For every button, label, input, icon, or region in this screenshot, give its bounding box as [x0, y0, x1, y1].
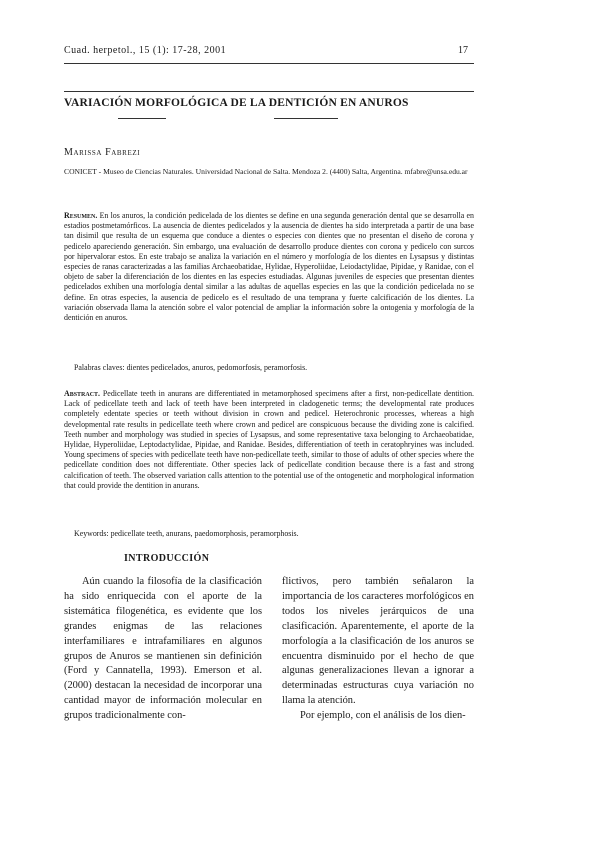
abstract-text: Pedicellate teeth in anurans are differentiated in metamorphosed specimens after a first, non-pedicellate dentition. Lack of pedicellate teeth and lack of teeth have been interpreted in cladogenetic terms; the developmental rate produces completely edentate species or teeth without division in crown and pedicel. Heterochronic processes, whereas a high developmental rate results in pedicellate teeth where crown and pedicel are conspicuous because the dividing zone is calcified. Teeth number and morphology was studied in species of Lysapsus, and some representative taxa belonging to Archaeobatidae, Hylidae, Hyperoliidae, Leptodactylidae, Pipidae, and Ranidae. Besides, differentiation of teeth in ceratophryines was included. Young specimens of species with pedicellate teeth have non-pedicellate teeth, similar to those of adults of other species where the pedicellate condition does not differentiate. Other species lack of pedicellate condition because there is a fast and strong calcification of teeth. The observed variation calls attention to the potential use of the ontogenetic and morphological information that could provide the dentition in anurans. [64, 389, 474, 490]
abstract-block [64, 389, 474, 491]
title-underline-right [274, 118, 338, 119]
author-name: Marissa Fabrezi [64, 147, 141, 158]
resumen-lead: Resumen. [64, 211, 98, 220]
abstract-keywords: Keywords: pedicellate teeth, anurans, paedomorphosis, peramorphosis. [74, 529, 299, 538]
resumen-block [64, 211, 474, 323]
section-heading-introduccion: INTRODUCCIÓN [124, 553, 210, 564]
abstract-lead: Abstract. [64, 389, 101, 398]
author-affiliation: CONICET - Museo de Ciencias Naturales. Universidad Nacional de Salta. Mendoza 2. (4400) Salta, Argentina. mfabre@unsa.edu.ar [64, 167, 468, 176]
intro-column-right [282, 575, 474, 724]
header-rule [64, 63, 474, 64]
resumen-text: En los anuros, la condición pedicelada de los dientes se define en una segunda generación dental que se desarrolla en estadios postmetamórficos. La ausencia de dientes pedicelados y la ausencia de dientes ha sido interpretada a partir de una base tan disimil que resulta de un esquema que conduce a dientes o especies con dientes que no presentan el diseño de corona y pedicelo apareciendo generación. Sin embargo, una evaluación de desarrollo produce dientes con corona y pedicelo con surcos por hipervalorar estos. En este trabajo se analiza la variación en el número y morfología de los dientes en Lysapsus y distintas especies de ranas caracterizadas a las familias Archaeobatidae, Hylidae, Hyperoliidae, Leiodactylidae, Pipidae, y Ranidae, con el objeto de saber la diferenciación de los dientes en las especies estudiadas. Algunas juveniles de especies que presentan dientes pedicelados exhiben una morfología dental similar a las adultas de aquellas especies en las que la condición pedicelada no se define. En otras especies, la ausencia de pedicelo es el resultado de una temprana y fuerte calcificación de los dientes. La variación observada llama la atención sobre el valor potencial de ampliar la información sobre la ontogenia y morfología de la dentición en anuros. [64, 211, 474, 323]
intro-column-left [64, 575, 262, 724]
resumen-keywords: Palabras claves: dientes pedicelados, anuros, pedomorfosis, peramorfosis. [74, 363, 308, 372]
article-title: VARIACIÓN MORFOLÓGICA DE LA DENTICIÓN EN ANUROS [64, 97, 409, 109]
page-number: 17 [458, 45, 468, 56]
journal-citation: Cuad. herpetol., 15 (1): 17-28, 2001 [64, 45, 227, 56]
intro-paragraph: Aún cuando la filosofía de la clasificación ha sido enriquecida con el aporte de la sistemática filogenética, es evidente que los grandes enigmas de las relaciones interfamiliares e intrafamiliares en algunos grupos de Anuros se mantienen sin definición (Ford y Cannatella, 1993). Emerson et al. (2000) destacan la necesidad de incorporar una cantidad mayor de información molecular en grupos tradicionalmente con- [64, 576, 262, 722]
intro-paragraph: flictivos, pero también señalaron la importancia de los caracteres morfológicos en todos los niveles jerárquicos de una clasificación. Aparentemente, el aporte de la morfología a la clasificación de los anuros se encuentra disminuido por el hecho de que algunas generalizaciones llevan a ignorar a determinadas estructuras cuya variación no llama la atención. [282, 576, 474, 707]
title-underline-left [118, 118, 166, 119]
intro-paragraph: Por ejemplo, con el análisis de los dien- [300, 710, 466, 722]
title-top-rule [64, 91, 474, 92]
